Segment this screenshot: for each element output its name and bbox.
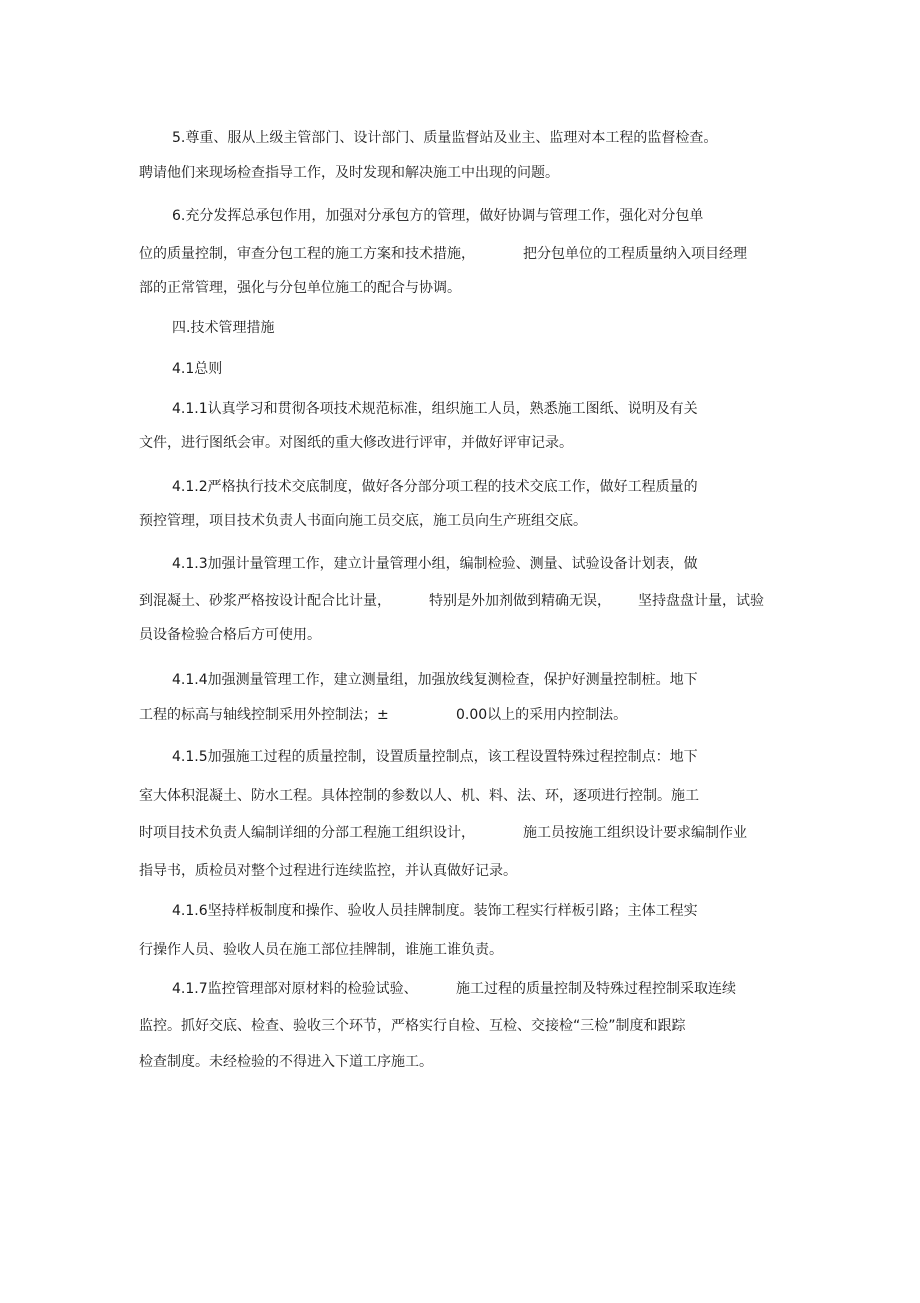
paragraph-6-line-2-b: 把分包单位的工程质量纳入项目经理 — [523, 246, 747, 262]
item-4-1-1-line-1: 4.1.1认真学习和贯彻各项技术规范标准，组织施工人员，熟悉施工图纸、说明及有关 — [172, 401, 698, 417]
item-4-1-3-line-2-c: 坚持盘盘计量，试验 — [638, 593, 764, 609]
item-4-1-1-line-2: 文件，进行图纸会审。对图纸的重大修改进行评审，并做好评审记录。 — [139, 435, 573, 451]
item-4-1-5-line-3-b: 施工员按施工组织设计要求编制作业 — [523, 825, 747, 841]
paragraph-6-line-3: 部的正常管理，强化与分包单位施工的配合与协调。 — [139, 280, 461, 296]
item-4-1-7-line-1-b: 施工过程的质量控制及特殊过程控制采取连续 — [456, 981, 736, 997]
paragraph-5-line-2: 聘请他们来现场检查指导工作，及时发现和解决施工中出现的问题。 — [139, 165, 559, 181]
item-4-1-2-line-1: 4.1.2严格执行技术交底制度，做好各分部分项工程的技术交底工作，做好工程质量的 — [172, 479, 698, 495]
item-4-1-4-line-1: 4.1.4加强测量管理工作，建立测量组，加强放线复测检查，保护好测量控制桩。地下 — [172, 672, 698, 688]
item-4-1-3-line-3: 员设备检验合格后方可使用。 — [139, 627, 321, 643]
item-4-1-3-line-2-b: 特别是外加剂做到精确无误， — [429, 593, 611, 609]
item-4-1-3-line-2: 到混凝土、砂浆严格按设计配合比计量， — [139, 593, 391, 609]
item-4-1-5-line-1: 4.1.5加强施工过程的质量控制，设置质量控制点，该工程设置特殊过程控制点：地下 — [172, 749, 698, 765]
item-4-1-3-line-1: 4.1.3加强计量管理工作，建立计量管理小组，编制检验、测量、试验设备计划表，做 — [172, 556, 698, 572]
item-4-1-7-line-2: 监控。抓好交底、检查、验收三个环节，严格实行自检、互检、交接检“三检”制度和跟踪 — [139, 1018, 686, 1034]
item-4-1-6-line-2: 行操作人员、验收人员在施工部位挂牌制，谁施工谁负责。 — [139, 942, 503, 958]
paragraph-6-line-1: 6.充分发挥总承包作用，加强对分承包方的管理，做好协调与管理工作，强化对分包单 — [172, 208, 704, 224]
item-4-1-7-line-3: 检查制度。未经检验的不得进入下道工序施工。 — [139, 1054, 433, 1070]
item-4-1-7-line-1: 4.1.7监控管理部对原材料的检验试验、 — [172, 981, 418, 997]
item-4-1-5-line-3: 时项目技术负责人编制详细的分部工程施工组织设计， — [139, 825, 475, 841]
subsection-heading: 4.1总则 — [172, 361, 223, 377]
item-4-1-4-line-2: 工程的标高与轴线控制采用外控制法；± — [139, 707, 389, 723]
item-4-1-2-line-2: 预控管理，项目技术负责人书面向施工员交底，施工员向生产班组交底。 — [139, 513, 587, 529]
paragraph-6-line-2: 位的质量控制，审查分包工程的施工方案和技术措施， — [139, 246, 475, 262]
item-4-1-5-line-2: 室大体积混凝土、防水工程。具体控制的参数以人、机、料、法、环，逐项进行控制。施工 — [139, 788, 699, 804]
item-4-1-5-line-4: 指导书，质检员对整个过程进行连续监控，并认真做好记录。 — [139, 863, 517, 879]
item-4-1-4-line-2-b: 0.00以上的采用内控制法。 — [456, 707, 628, 723]
section-heading: 四.技术管理措施 — [172, 320, 275, 336]
paragraph-5-line-1: 5.尊重、服从上级主管部门、设计部门、质量监督站及业主、监理对本工程的监督检查。 — [172, 130, 718, 146]
item-4-1-6-line-1: 4.1.6坚持样板制度和操作、验收人员挂牌制度。装饰工程实行样板引路；主体工程实 — [172, 903, 698, 919]
